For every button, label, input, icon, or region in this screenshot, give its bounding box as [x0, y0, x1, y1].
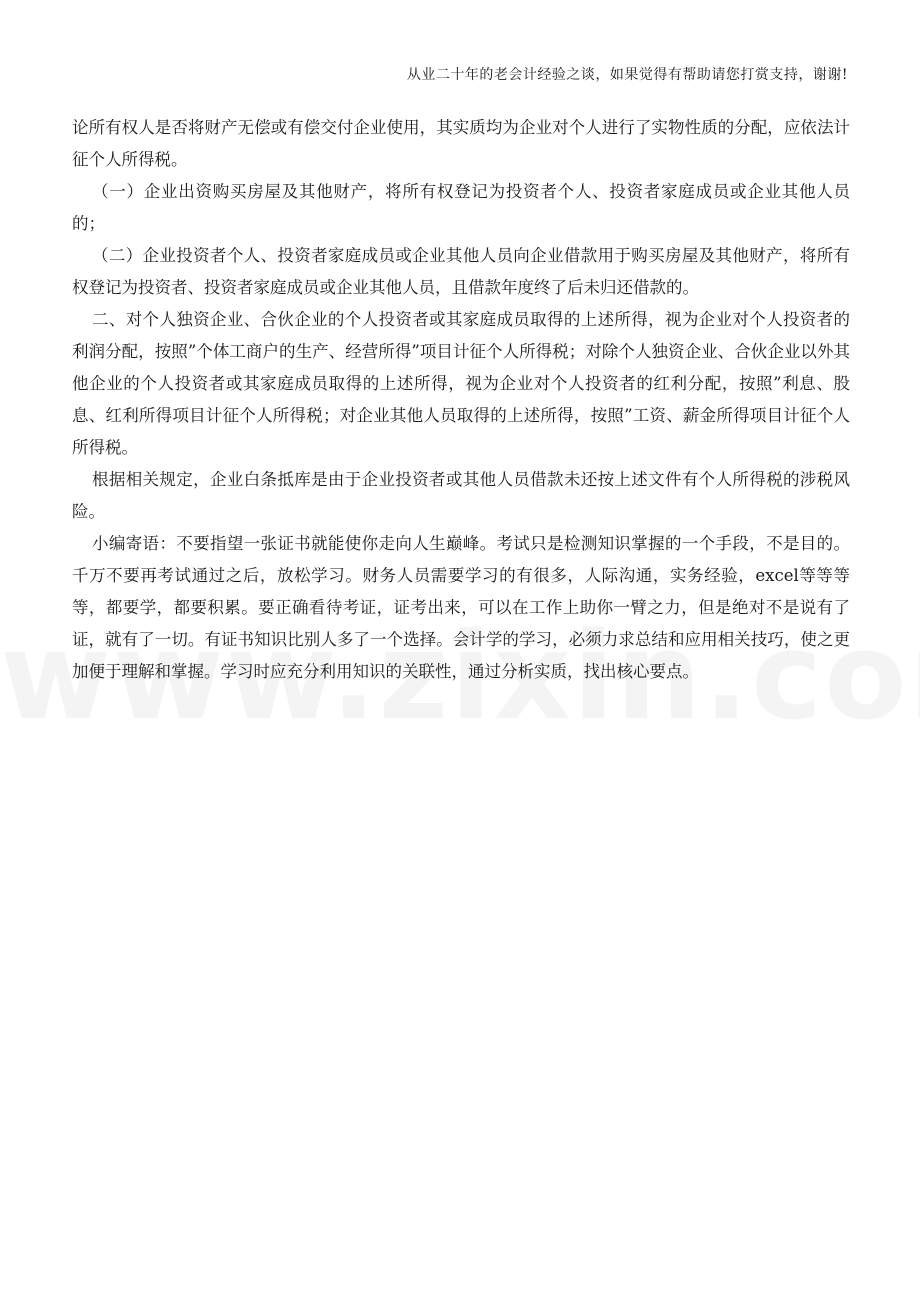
header-note: 从业二十年的老会计经验之谈，如果觉得有帮助请您打赏支持，谢谢! — [406, 67, 848, 83]
paragraph-continuation: 论所有权人是否将财产无偿或有偿交付企业使用，其实质均为企业对个人进行了实物性质的分配，应依法计征个人所得税。 — [72, 118, 850, 169]
paragraph-regulation-note: 根据相关规定，企业白条抵库是由于企业投资者或其他人员借款未还按上述文件有个人所得税的涉税风险。 — [72, 470, 850, 521]
document-body — [72, 112, 850, 688]
paragraph-item-2: （二）企业投资者个人、投资者家庭成员或企业其他人员向企业借款用于购买房屋及其他财产，将所有权登记为投资者、投资者家庭成员或企业其他人员，且借款年度终了后未归还借款的。 — [72, 246, 850, 297]
paragraph-editor-note: 小编寄语：不要指望一张证书就能使你走向人生巅峰。考试只是检测知识掌握的一个手段，不是目的。千万不要再考试通过之后，放松学习。财务人员需要学习的有很多，人际沟通，实务经验，excel等等等等，都要学，都要积累。要正确看待考证，证考出来，可以在工作上助你一臂之力，但是绝对不是说有了证，就有了一切。有证书知识比别人多了一个选择。会计学的学习，必须力求总结和应用相关技巧，使之更加便于理解和掌握。学习时应充分利用知识的关联性，通过分析实质，找出核心要点。 — [72, 534, 850, 681]
paragraph-section-2: 二、对个人独资企业、合伙企业的个人投资者或其家庭成员取得的上述所得，视为企业对个人投资者的利润分配，按照”个体工商户的生产、经营所得”项目计征个人所得税；对除个人独资企业、合伙企业以外其他企业的个人投资者或其家庭成员取得的上述所得，视为企业对个人投资者的红利分配，按照”利息、股息、红利所得项目计征个人所得税；对企业其他人员取得的上述所得，按照”工资、薪金所得项目计征个人所得税。 — [72, 310, 850, 457]
paragraph-item-1: （一）企业出资购买房屋及其他财产，将所有权登记为投资者个人、投资者家庭成员或企业其他人员的； — [72, 182, 850, 233]
